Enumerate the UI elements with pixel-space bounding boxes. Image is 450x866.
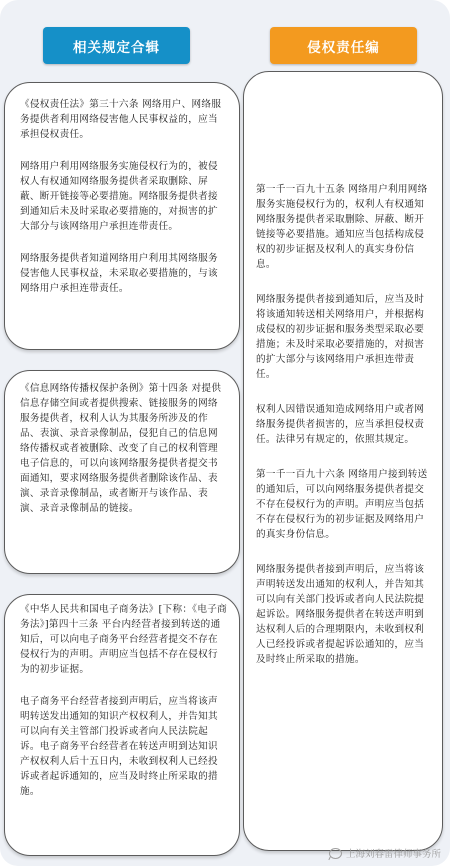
watermark bbox=[329, 846, 441, 860]
card-paragraph: 电子商务平台经营者接到声明后，应当将该声明转送发出通知的知识产权权利人，并告知其可以向有关主管部门投诉或者向人民法院起诉。电子商务平台经营者在转送声明到达知识产权权利人后十五日内，未收到权利人已经投诉或者起诉通知的，应当及时终止所采取的措施。 bbox=[20, 696, 218, 797]
card-paragraph: 网络服务提供者知道网络用户利用其网络服务侵害他人民事权益，未采取必要措施的，与该网络用户承担连带责任。 bbox=[20, 253, 218, 294]
related-regulations-header: 相关规定合辑 bbox=[43, 27, 190, 64]
network-dissemination-card bbox=[4, 370, 240, 574]
watermark-text: 上海刘春雷律师事务所 bbox=[345, 849, 441, 860]
ecommerce-law-card bbox=[4, 594, 240, 856]
wechat-icon bbox=[329, 848, 342, 859]
card-paragraph: 网络服务提供者接到通知后，应当及时将该通知转送相关网络用户，并根据构成侵权的初步证据和服务类型采取必要措施；未及时采取必要措施的，对损害的扩大部分与该网络用户承担连带责任。 bbox=[256, 294, 425, 380]
tort-law-card bbox=[4, 82, 240, 350]
card-paragraph: 《信息网络传播权保护条例》第十四条 对提供信息存储空间或者提供搜索、链接服务的网络服务提供者，权利人认为其服务所涉及的作品、表演、录音录像制品，侵犯自己的信息网络传播权或者被删除、改变了自己的权利管理电子信息的，可以向该网络服务提供者提交书面通知，要求网络服务提供者删除该作品、表演、录音录像制品，或者断开与该作品、表演、录音录像制品的链接。 bbox=[20, 383, 222, 514]
card-paragraph: 第一千一百九十五条 网络用户利用网络服务实施侵权行为的，权利人有权通知网络服务提供者采取删除、屏蔽、断开链接等必要措施。通知应当包括构成侵权的初步证据及权利人的真实身份信息。 bbox=[256, 184, 428, 270]
card-paragraph: 《中华人民共和国电子商务法》[下称：《电子商务法》]第四十三条 平台内经营者接到转送的通知后，可以向电子商务平台经营者提交不存在侵权行为的声明。声明应当包括不存在侵权行为的初步证据。 bbox=[20, 604, 228, 675]
tort-liability-header: 侵权责任编 bbox=[270, 27, 417, 64]
card-paragraph: 权利人因错误通知造成网络用户或者网络服务提供者损害的，应当承担侵权责任。法律另有规定的，依照其规定。 bbox=[256, 404, 425, 445]
card-paragraph: 网络用户利用网络服务实施侵权行为的，被侵权人有权通知网络服务提供者采取删除、屏蔽、断开链接等必要措施。网络服务提供者接到通知后未及时采取必要措施的，对损害的扩大部分与该网络用户承担连带责任。 bbox=[20, 161, 218, 232]
civil-code-tort-card bbox=[243, 71, 443, 851]
card-paragraph: 《侵权责任法》第三十六条 网络用户、网络服务提供者利用网络侵害他人民事权益的，应当承担侵权责任。 bbox=[20, 99, 222, 140]
card-paragraph: 第一千一百九十六条 网络用户接到转送的通知后，可以向网络服务提供者提交不存在侵权行为的声明。声明应当包括不存在侵权行为的初步证据及网络用户的真实身份信息。 bbox=[256, 469, 428, 540]
card-paragraph: 网络服务提供者接到声明后，应当将该声明转送发出通知的权利人，并告知其可以向有关部门投诉或者向人民法院提起诉讼。网络服务提供者在转送声明到达权利人后的合理期限内，未收到权利人已经投诉或者提起诉讼通知的，应当及时终止所采取的措施。 bbox=[256, 564, 425, 665]
